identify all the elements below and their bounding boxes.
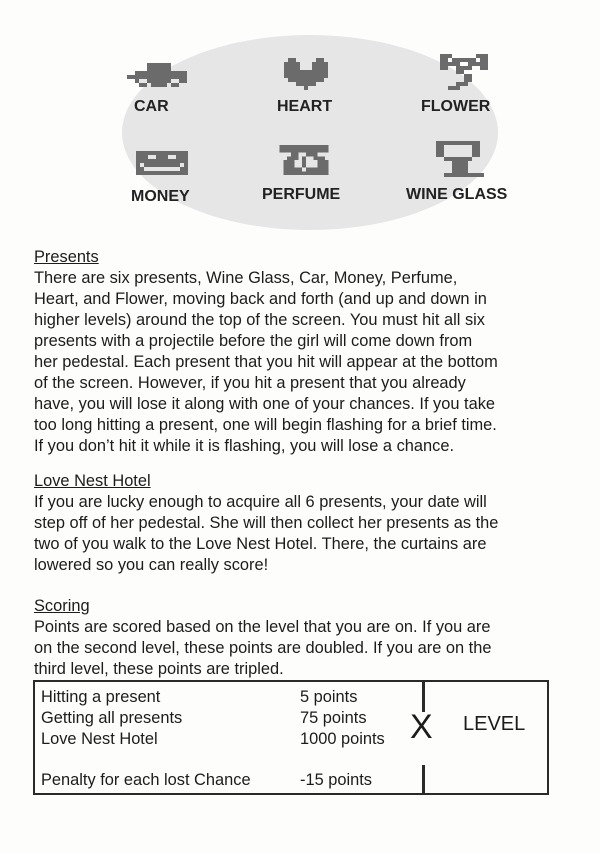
presents-heading: Presents bbox=[34, 248, 99, 266]
hotel-line: two of you walk to the Love Nest Hotel. There, the curtains are bbox=[34, 535, 487, 553]
score-points: 75 points bbox=[300, 709, 367, 727]
perfume-icon bbox=[278, 145, 334, 179]
present-label-car: CAR bbox=[134, 98, 169, 115]
scoring-line: on the second level, these points are doubled. If you are on the bbox=[34, 639, 492, 657]
hotel-heading: Love Nest Hotel bbox=[34, 472, 151, 490]
score-points: -15 points bbox=[300, 771, 372, 789]
scoring-line: Points are scored based on the level that you are on. If you are bbox=[34, 618, 491, 636]
money-icon bbox=[136, 151, 188, 175]
presents-line: of the screen. However, if you hit a present that you already bbox=[34, 374, 466, 392]
wine-glass-icon bbox=[436, 141, 484, 177]
score-item: Penalty for each lost Chance bbox=[41, 771, 251, 789]
car-icon bbox=[127, 62, 191, 96]
presents-line: There are six presents, Wine Glass, Car, Money, Perfume, bbox=[34, 269, 458, 287]
presents-line: too long hitting a present, one will begin flashing for a brief time. bbox=[34, 416, 497, 434]
present-label-money: MONEY bbox=[131, 188, 190, 205]
scoring-section bbox=[34, 596, 594, 680]
hotel-line: step off of her pedestal. She will then collect her presents as the bbox=[34, 514, 499, 532]
level-label: LEVEL bbox=[463, 713, 526, 735]
hotel-line: If you are lucky enough to acquire all 6 presents, your date will bbox=[34, 493, 487, 511]
multiply-symbol: X bbox=[410, 708, 433, 746]
present-label-wine-glass: WINE GLASS bbox=[406, 186, 508, 203]
flower-icon bbox=[440, 54, 488, 94]
presents-line: presents with a projectile before the girl will come down from bbox=[34, 332, 473, 350]
presents-line: higher levels) around the top of the screen. You must hit all six bbox=[34, 311, 486, 329]
presents-line: Heart, and Flower, moving back and forth (and up and down in bbox=[34, 290, 487, 308]
score-item: Getting all presents bbox=[41, 709, 183, 727]
score-item: Hitting a present bbox=[41, 688, 161, 706]
scoring-line: third level, these points are tripled. bbox=[34, 660, 284, 678]
presents-line: have, you will lose it along with one of your chances. If you take bbox=[34, 395, 496, 413]
presents-line: her pedestal. Each present that you hit will appear at the bottom bbox=[34, 353, 498, 371]
score-points: 5 points bbox=[300, 688, 358, 706]
scoring-heading: Scoring bbox=[34, 597, 90, 615]
divider-bottom bbox=[422, 765, 425, 795]
heart-icon bbox=[284, 58, 328, 90]
hotel-section bbox=[34, 471, 594, 576]
hotel-line: lowered so you can really score! bbox=[34, 556, 269, 574]
presents-line: If you don’t hit it while it is flashing, you will lose a chance. bbox=[34, 437, 454, 455]
score-item: Love Nest Hotel bbox=[41, 730, 158, 748]
score-points: 1000 points bbox=[300, 730, 385, 748]
score-table bbox=[33, 680, 549, 795]
present-label-perfume: PERFUME bbox=[262, 186, 341, 203]
presents-section bbox=[34, 247, 594, 457]
present-label-flower: FLOWER bbox=[421, 98, 491, 115]
present-label-heart: HEART bbox=[277, 98, 333, 115]
